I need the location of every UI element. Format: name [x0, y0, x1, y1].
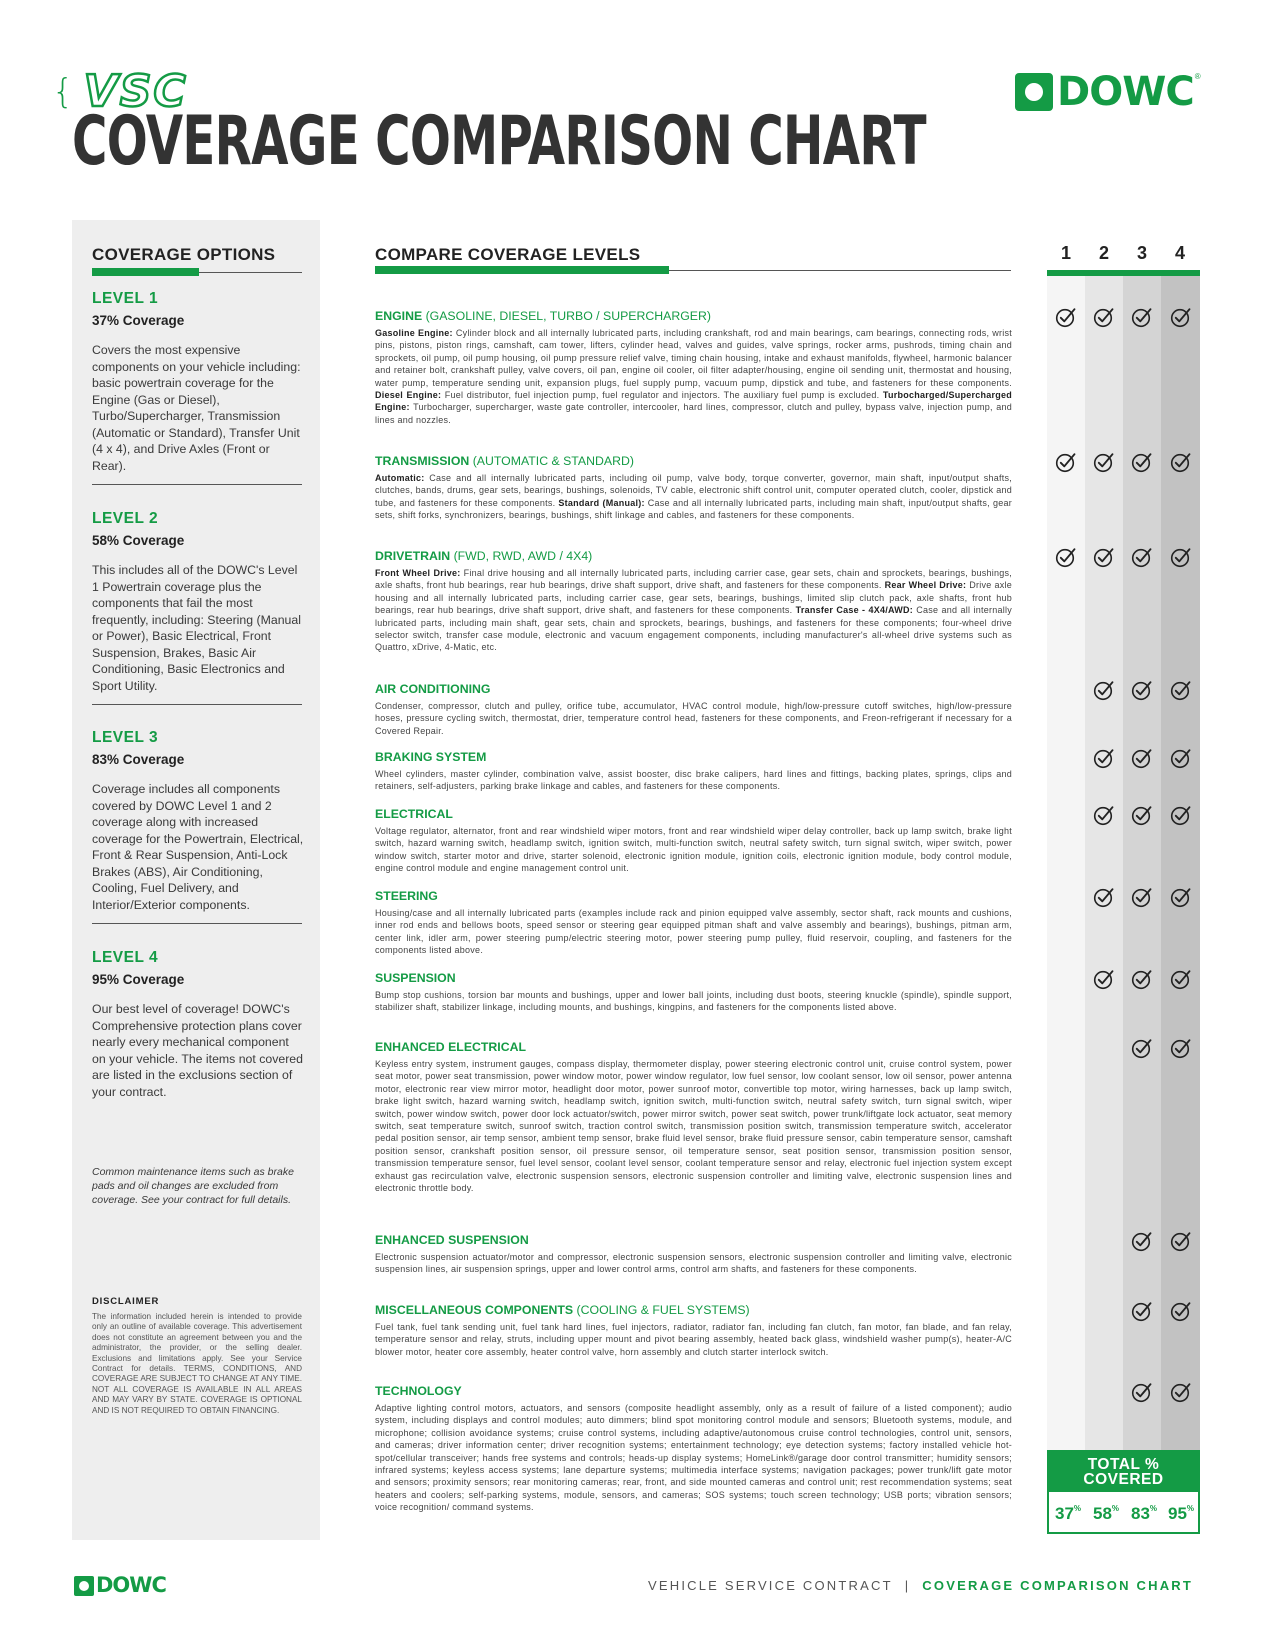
section-title [375, 971, 1012, 985]
level-3-block [92, 729, 304, 913]
total-covered-label [1049, 1452, 1198, 1492]
footer-separator: | [904, 1578, 911, 1593]
level-percent: 37% Coverage [92, 313, 185, 328]
coverage-section [375, 1303, 1012, 1358]
section-name: BRAKING SYSTEM [375, 750, 487, 764]
check-circle-icon [1131, 546, 1153, 568]
section-title [375, 1303, 1012, 1317]
check-circle-icon [1093, 968, 1115, 990]
part-text: Housing/case and all internally lubricated parts (examples include rack and pinion equipped valve assembly, sector shaft, rack mounts and cushions, inner rod ends and bellows boots, speed sensor or steering gear equipped pitman shaft and valve assembly and bearings), bushings, pitman arm, center link, idler arm, power steering pump/electric steering motor, power steering pump pulley, fluid reservoir, coupling, and fasteners for the components listed above. [375, 908, 1012, 956]
part-label: Rear Wheel Drive: [884, 580, 967, 591]
check-circle-icon [1093, 747, 1115, 769]
part-label: Gasoline Engine: [375, 328, 453, 338]
part-text: Bump stop cushions, torsion bar mounts and bushings, upper and lower ball joints, including dust boots, steering knuckle (spindle), spindle support, stabilizer shaft, stabilizer linkage, including mounts, and bushings, kingpins, and fasteners for the components listed above. [375, 990, 1012, 1013]
level-divider [92, 484, 302, 485]
check-circle-icon [1170, 1037, 1192, 1059]
check-circle-icon [1093, 804, 1115, 826]
footer-left-text: VEHICLE SERVICE CONTRACT [648, 1578, 893, 1593]
section-name: ELECTRICAL [375, 807, 453, 821]
check-circle-icon [1131, 1381, 1153, 1403]
registered-mark: ® [1194, 72, 1201, 81]
section-body [375, 1251, 1012, 1276]
part-text: Case and all internally lubricated parts, including main shaft, gear sets, chain and sprockets, bearings, bushings, and fasteners for these components; four-wheel drive selector switch, transfer case module, electronic and vacuum engagement components, including manufacturer's all-wheel drive systems such as Quattro, xDrive, 4-Matic, etc. [375, 605, 1012, 653]
disclaimer-text: The information included herein is intended to provide only an outline of available coverage. This advertisement does not constitute an agreement between you and the administrator, the provider, or the selling dealer. Exclusions and limitations apply. See your Service Contract for details. TERMS, CONDITIONS, AND COVERAGE ARE SUBJECT TO CHANGE AT ANY TIME. NOT ALL COVERAGE IS AVAILABLE IN ALL AREAS AND MAY VARY BY STATE. COVERAGE IS OPTIONAL AND IS NOT REQUIRED TO OBTAIN FINANCING. [92, 1312, 302, 1415]
level-number: 3 [1136, 243, 1147, 263]
check-circle-icon [1055, 546, 1077, 568]
check-circle-icon [1131, 1037, 1153, 1059]
section-name: ENGINE [375, 309, 423, 323]
check-circle-icon [1093, 306, 1115, 328]
check-circle-icon [1170, 1381, 1192, 1403]
heading-accent-bar [92, 268, 199, 276]
level-percent: 95% Coverage [92, 972, 185, 987]
check-circle-icon [1170, 886, 1192, 908]
level-number: 1 [1060, 243, 1071, 263]
section-name: AIR CONDITIONING [375, 682, 491, 696]
section-body [375, 1058, 1012, 1194]
part-label: Automatic: [375, 473, 425, 483]
section-body [375, 989, 1012, 1014]
section-body [375, 1321, 1012, 1358]
section-title [375, 549, 1012, 563]
section-qualifier: (GASOLINE, DIESEL, TURBO / SUPERCHARGER) [422, 309, 711, 323]
check-circle-icon [1093, 451, 1115, 473]
section-name: MISCELLANEOUS COMPONENTS [375, 1303, 574, 1317]
part-text: Drive axle housing and all internally lubricated parts, including carrier case, gear sets, bearings, bushings, limited slip clutch pack, axle shafts, front hub bearings, rear hub bearings, drive shaft support, drive shaft, and fasteners for these components. [375, 580, 1012, 616]
part-label: Transfer Case - 4X4/AWD: [795, 605, 914, 616]
footer-right-text: COVERAGE COMPARISON CHART [922, 1578, 1194, 1593]
section-name: STEERING [375, 889, 438, 903]
coverage-section [375, 549, 1012, 654]
dowc-logo [1015, 69, 1201, 115]
check-circle-icon [1131, 306, 1153, 328]
level-percent: 58% Coverage [92, 533, 185, 548]
level-number: 2 [1098, 243, 1109, 263]
section-body [375, 825, 1012, 875]
section-name: DRIVETRAIN [375, 549, 451, 563]
coverage-section [375, 889, 1012, 957]
coverage-section [375, 750, 1012, 793]
footer-logo [74, 1575, 166, 1596]
total-percent-level-4 [1168, 1504, 1194, 1524]
level-percent: 83% Coverage [92, 752, 185, 767]
section-title [375, 807, 1012, 821]
level-divider [92, 704, 302, 705]
coverage-section [375, 454, 1012, 522]
level-title: LEVEL 1 [92, 290, 159, 307]
gear-icon [74, 1576, 94, 1596]
section-body [375, 327, 1012, 426]
check-circle-icon [1170, 747, 1192, 769]
level-2-block [92, 510, 304, 694]
check-circle-icon [1055, 451, 1077, 473]
check-circle-icon [1093, 886, 1115, 908]
level-number: 4 [1174, 243, 1185, 263]
total-label-line: COVERED [1083, 1471, 1164, 1488]
total-percent-level-3 [1131, 1504, 1157, 1524]
compare-heading-accent-bar [375, 266, 669, 274]
coverage-section [375, 682, 1012, 737]
part-label: Diesel Engine: [375, 390, 442, 401]
total-percent-level-2 [1093, 1504, 1119, 1524]
check-circle-icon [1055, 306, 1077, 328]
check-circle-icon [1170, 306, 1192, 328]
coverage-section [375, 1040, 1012, 1194]
compare-heading: COMPARE COVERAGE LEVELS [375, 245, 641, 264]
part-text: Turbocharger, supercharger, waste gate controller, intercooler, hard lines, compressor, clutch and pulley, bypass valve, injection pump, and lines and nozzles. [375, 402, 1012, 425]
section-body [375, 907, 1012, 957]
level-description: Our best level of coverage! DOWC's Comprehensive protection plans cover nearly every mechanical component on your vehicle. The items not covered are listed in the exclusions section of your contract. [92, 1002, 303, 1099]
check-circle-icon [1170, 968, 1192, 990]
check-circle-icon [1170, 1300, 1192, 1322]
percent-value: 58 [1093, 1504, 1112, 1523]
section-name: TECHNOLOGY [375, 1384, 462, 1398]
coverage-section [375, 309, 1012, 426]
level-description: This includes all of the DOWC's Level 1 Powertrain coverage plus the components that fail the most frequently, including: Steering (Manual or Power), Basic Electrical, Front Suspension, Brakes, Basic Air Conditioning, Basic Electronics and Sport Utility. [92, 563, 301, 693]
section-title [375, 454, 1012, 468]
part-label: Turbocharged/Supercharged Engine: [375, 390, 1012, 413]
coverage-section [375, 807, 1012, 875]
percent-sign: % [1073, 1504, 1082, 1513]
section-qualifier: (FWD, RWD, AWD / 4X4) [450, 549, 593, 563]
percent-sign: % [1111, 1504, 1120, 1513]
section-body [375, 567, 1012, 654]
section-body [375, 700, 1012, 737]
section-title [375, 750, 1012, 764]
part-text: Adaptive lighting control motors, actuators, and sensors (composite headlight assembly, only as a result of failure of a listed component); audio system, including displays and control modules; auto dimmers; blind spot monitoring control module and sensors; Bluetooth systems, module, and microphone; collision avoidance systems; cruise control systems, including adaptive/autonomous cruise control technologies, control unit, sensors, and cameras; driver information center; driver recognition systems; entertainment technology; eye detection systems; factory installed vehicle hot-spot/cellular transceiver; hands free systems and controls; heads-up display systems; HomeLink®/garage door control transmitter; humidity sensors; infrared systems; keyless access systems; lane departure systems; multimedia interface systems; navigation packages; power trunk/lift gate motor and sensors; proximity sensors; rear monitoring cameras; rear, front, and side mounted cameras and control unit; rest recommendation systems; seat heaters and coolers; self-parking systems, module, sensors, and cameras; SOS systems; touch screen technology; USB ports; vibration sensors; voice recognition/ command systems. [375, 1403, 1012, 1513]
check-circle-icon [1131, 804, 1153, 826]
percent-sign: % [1186, 1504, 1195, 1513]
level-4-block [92, 949, 304, 1100]
section-title [375, 1384, 1012, 1398]
section-name: TRANSMISSION [375, 454, 470, 468]
check-circle-icon [1131, 679, 1153, 701]
part-text: Fuel distributor, fuel injection pump, fuel regulator and injectors. The auxiliary fuel pump is excluded. [441, 390, 883, 401]
part-text: Case and all internally lubricated parts, including oil pump, valve body, torque converter, governor, main shaft, input/output shafts, clutches, bands, drums, gear sets, bearings, bushings, solenoids, TV cable, electronic shift control unit, computer operated clutch, cooler, dipstick and tube, and fasteners for these components. [375, 473, 1012, 508]
part-text: Wheel cylinders, master cylinder, combination valve, assist booster, disc brake calipers, hard lines and fittings, backing plates, springs, clips and retainers, self-adjusters, parking brake linkage and cables, and fasteners for these components. [375, 769, 1012, 792]
product-name: VSC [83, 66, 188, 117]
level-title: LEVEL 4 [92, 949, 159, 966]
part-text: Voltage regulator, alternator, front and rear windshield wiper motors, front and rear windshield wiper delay controller, back up lamp switch, brake light switch, hazard warning switch, headlamp switch, ignition switch, multi-function switch, neutral safety switch, turn signal switch, wiper switch, power window switch, starter motor and drive, starter solenoid, electronic ignition module, ignition coils, electronic ignition module, body control module, engine control module and engine management control unit. [375, 826, 1012, 874]
columns-accent-bar [1047, 270, 1200, 276]
level-description: Covers the most expensive components on your vehicle including: basic powertrain coverage for the Engine (Gas or Diesel), Turbo/Supercharger, Transmission (Automatic or Standard), Transfer Unit (4 x 4), and Drive Axles (Front or Rear). [92, 343, 301, 473]
level-1-column [1047, 270, 1085, 1452]
section-qualifier: (COOLING & FUEL SYSTEMS) [573, 1303, 750, 1317]
percent-sign: % [1149, 1504, 1158, 1513]
footer-logo-text: DOWC [96, 1573, 166, 1597]
part-text: Condenser, compressor, clutch and pulley, orifice tube, accumulator, HVAC control module, high/low-pressure cutoff switches, high/low-pressure hoses, pressure cycling switch, thermostat, drier, temperature control head, fasteners for these components, and Freon-refrigerant if necessary for a Covered Repair. [375, 701, 1012, 736]
check-circle-icon [1093, 679, 1115, 701]
section-title [375, 682, 1012, 696]
section-title [375, 309, 1012, 323]
check-circle-icon [1170, 1230, 1192, 1252]
part-label: Front Wheel Drive: [375, 568, 461, 578]
check-circle-icon [1131, 968, 1153, 990]
check-circle-icon [1131, 1300, 1153, 1322]
percent-value: 37 [1055, 1504, 1074, 1523]
part-text: Cylinder block and all internally lubricated parts, including crankshaft, rod and main bearings, cam bearings, connecting rods, wrist pins, pistons, piston rings, camshaft, cam tower, lifters, cylinder head, valves and guides, valve springs, rocker arms, pushrods, timing chain and sprockets, oil pump, oil pump housing, oil pump pressure relief valve, timing chain housing, intake and exhaust manifolds, flywheel, harmonic balancer and retainer bolt, crankshaft pulley, valve covers, oil pan, engine oil cooler, oil filter adapter/housing, engine oil sending unit, thermostat and housing, water pump, temperature sending unit, expansion plugs, fuel supply pump, vacuum pump, dipstick and tube, and fasteners for these components. [375, 328, 1013, 388]
section-name: ENHANCED SUSPENSION [375, 1233, 529, 1247]
level-4-column [1161, 270, 1200, 1452]
total-percent-level-1 [1055, 1504, 1081, 1524]
total-covered-box [1047, 1450, 1200, 1534]
percent-value: 95 [1168, 1504, 1187, 1523]
check-circle-icon [1170, 451, 1192, 473]
section-qualifier: (AUTOMATIC & STANDARD) [469, 454, 634, 468]
part-text: Case and all internally lubricated parts, including main shaft, input/output shafts, gear sets, shift forks, synchronizers, bearings, bushings, shift linkage and cables, and fasteners for these components. [375, 497, 1012, 521]
page-title: COVERAGE COMPARISON CHART [72, 102, 926, 181]
check-circle-icon [1131, 451, 1153, 473]
level-title: LEVEL 2 [92, 510, 159, 527]
section-body [375, 768, 1012, 793]
coverage-section [375, 1233, 1012, 1276]
maintenance-note: Common maintenance items such as brake pads and oil changes are excluded from coverage. See your contract for full details. [92, 1166, 294, 1206]
check-circle-icon [1093, 546, 1115, 568]
section-name: SUSPENSION [375, 971, 456, 985]
part-text: Electronic suspension actuator/motor and compressor, electronic suspension sensors, electronic suspension controller and limiting valve, electronic suspension lines, air suspension springs, upper and lower control arms, control arm shafts, and fasteners for these components. [375, 1252, 1012, 1275]
coverage-section [375, 971, 1012, 1014]
part-text: Keyless entry system, instrument gauges, compass display, thermometer display, power steering electronic control unit, cruise control system, power seat motor, power seat transmission, power window motor, power window regulator, low fuel sensor, low coolant sensor, low oil sensor, power antenna motor, electronic rear view mirror motor, headlight door motor, power sunroof motor, convertible top motor, wiring harnesses, back up lamp switch, brake light switch, hazard warning switch, headlamp switch, ignition switch, multi-function switch, neutral safety switch, turn signal switch, wiper switch, power window switch, power door lock actuator/switch, power mirror switch, power seat switch, power trunk/liftgate lock actuator, seat memory switch, seat temperature switch, sunroof switch, traction control switch, transmission position switch, transmission temperature switch, accelerator pedal position sensor, air temp sensor, ambient temp sensor, brake fluid level sensor, brake fluid pressure sensor, cabin temperature sensor, camshaft position sensor, crankshaft position sensor, oil pressure sensor, oil temperature sensor, seat position sensor, transmission position sensor, transmission temperature sensor, fuel level sensor, coolant level sensor, coolant temperature sensor and relay, electronic fuel injection system except exhaust gas recirculation valve, electronic suspension sensors, electronic suspension controller and limiting valve, electronic suspension lines and electronic throttle body. [375, 1059, 1012, 1194]
coverage-section [375, 1384, 1012, 1514]
part-text: Fuel tank, fuel tank sending unit, fuel tank hard lines, fuel injectors, radiator, radiator fan, including fan clutch, fan motor, fan blade, and fan relay, temperature sensor and relay, struts, including upper mount and pivot bearing assembly, heated back glass, windshield washer pump(s), heater-A/C blower motor, heater core assembly, heater control valve, horn assembly and clutch starter interlock switch. [375, 1322, 1012, 1357]
part-text: Final drive housing and all internally lubricated parts, including carrier case, gear sets, chain and sprockets, bearings, bushings, axle shafts, front hub bearings, rear hub bearings, drive shaft support, drive shaft, and fasteners for these components. [375, 568, 1012, 591]
section-body [375, 1402, 1012, 1514]
check-circle-icon [1170, 679, 1192, 701]
coverage-options-panel [72, 220, 320, 1540]
check-circle-icon [1131, 747, 1153, 769]
gear-icon [1015, 73, 1053, 111]
section-body [375, 472, 1012, 522]
section-title [375, 889, 1012, 903]
check-circle-icon [1170, 546, 1192, 568]
level-2-column [1085, 270, 1123, 1452]
level-description: Coverage includes all components covered by DOWC Level 1 and 2 coverage along with increased coverage for the Powertrain, Electrical, Front & Rear Suspension, Anti-Lock Brakes (ABS), Air Conditioning, Cooling, Fuel Delivery, and Interior/Exterior components. [92, 782, 304, 912]
check-circle-icon [1170, 804, 1192, 826]
level-title: LEVEL 3 [92, 729, 159, 746]
logo-text: DOWC [1057, 69, 1194, 115]
coverage-options-heading: COVERAGE OPTIONS [92, 245, 276, 264]
level-divider [92, 923, 302, 924]
percent-value: 83 [1131, 1504, 1150, 1523]
brace-glyph: { [52, 72, 74, 112]
footer-caption [648, 1578, 1193, 1593]
total-label-line: TOTAL % [1087, 1456, 1160, 1473]
section-name: ENHANCED ELECTRICAL [375, 1040, 526, 1054]
section-title [375, 1233, 1012, 1247]
level-1-block [92, 290, 304, 474]
check-circle-icon [1131, 1230, 1153, 1252]
part-label: Standard (Manual): [558, 497, 645, 508]
check-circle-icon [1131, 886, 1153, 908]
disclaimer-heading: DISCLAIMER [92, 1296, 160, 1307]
level-3-column [1123, 270, 1161, 1452]
section-title [375, 1040, 1012, 1054]
